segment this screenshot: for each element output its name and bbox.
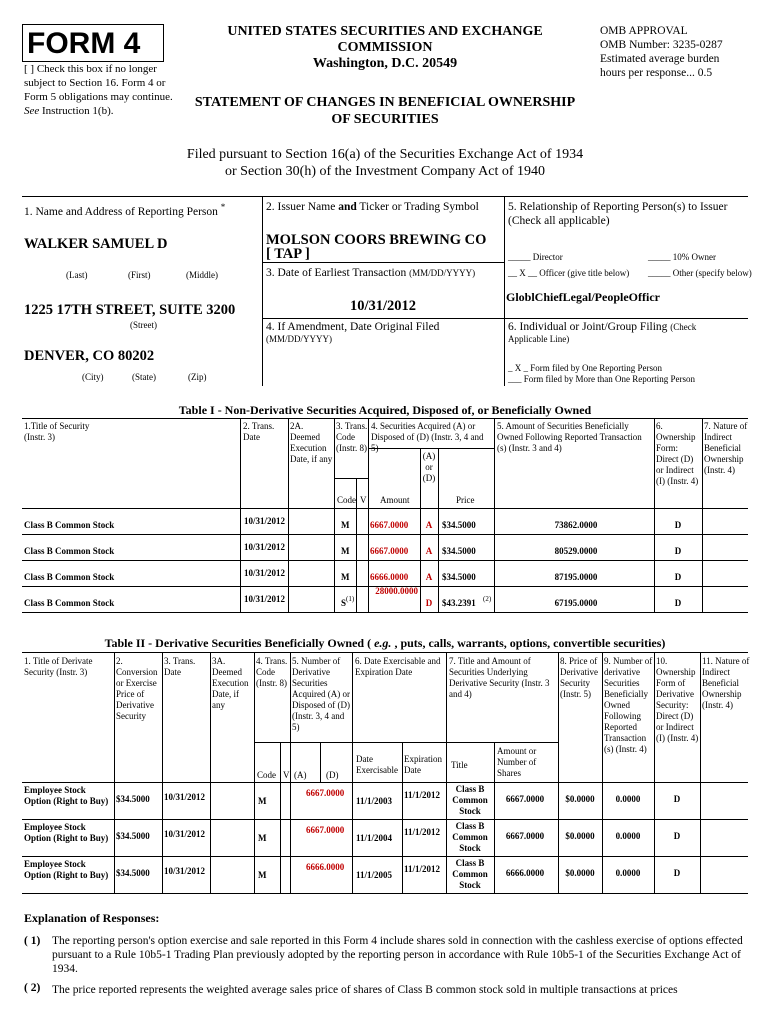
divider (22, 508, 748, 509)
divider (702, 418, 703, 508)
owned-following: 87195.0000 (554, 572, 598, 582)
divider (352, 782, 353, 819)
statement-line-1: STATEMENT OF CHANGES IN BENEFICIAL OWNERSHIP (194, 95, 576, 110)
divider (558, 819, 559, 856)
divider (210, 819, 211, 856)
box4-format: (MM/DD/YYYY) (266, 334, 332, 344)
group-filer-option[interactable]: ___ Form filed by More than One Reporting Person (508, 374, 695, 384)
price: $34.5000 (442, 572, 476, 582)
other-option[interactable]: _____ Other (specify below) (648, 268, 752, 278)
divider (240, 534, 241, 560)
omb-line-1: OMB APPROVAL (600, 25, 688, 37)
single-filer-option[interactable]: _ X _ Form filed by One Reporting Person (508, 363, 662, 373)
transaction-date: 10/31/2012 (164, 829, 206, 839)
divider (702, 508, 703, 534)
disposed-amount: 6666.0000 (306, 862, 345, 872)
transaction-date: 10/31/2012 (244, 516, 286, 526)
filed-pursuant (100, 146, 670, 180)
amount: 6667.0000 (370, 546, 409, 556)
divider (254, 652, 255, 782)
divider (334, 478, 368, 479)
t1-h4: 4. Securities Acquired (A) or Disposed of (D) (Instr. 3, 4 and 5) (371, 421, 484, 453)
divider (280, 856, 281, 893)
t2-date-ex: Date Exercisable (356, 754, 398, 775)
divider (240, 418, 241, 508)
divider (290, 819, 291, 856)
divider (558, 856, 559, 893)
transaction-date: 10/31/2012 (244, 594, 286, 604)
box3-format: (MM/DD/YYYY) (409, 268, 476, 278)
divider (334, 586, 335, 612)
reporting-person-name: WALKER SAMUEL D (24, 236, 168, 252)
divider (352, 856, 353, 893)
divider (558, 652, 559, 782)
t1-h1 (24, 421, 89, 443)
divider (280, 742, 281, 782)
underlying-amount: 6666.0000 (505, 868, 545, 878)
city-value: DENVER, CO 80202 (24, 348, 155, 364)
footnote-1-number: ( 1) (24, 935, 41, 947)
divider (22, 418, 748, 419)
filed-line-2: or Section 30(h) of the Investment Company Act of 1940 (225, 164, 545, 179)
divider (22, 819, 748, 820)
box5-label-text: 5. Relationship of Reporting Person(s) to Issuer (508, 201, 728, 213)
transaction-code: M (341, 520, 350, 530)
earliest-transaction-date: 10/31/2012 (350, 298, 417, 314)
box6-label-text: 6. Individual or Joint/Group Filing (508, 321, 668, 333)
t1-h5: 5. Amount of Securities Beneficially Owned Following Reported Transaction (s) (Instr. 3 and 4) (497, 421, 642, 453)
derivative-title: Employee Stock Option (Right to Buy) (24, 785, 109, 806)
derivative-title: Employee Stock Option (Right to Buy) (24, 859, 109, 880)
underlying-title: Class B Common Stock (452, 784, 488, 816)
table2-title (22, 636, 748, 651)
t2-exp: Expiration Date (404, 754, 442, 775)
t2-h7: 7. Title and Amount of Securities Underlying Derivative Security (Instr. 3 and 4) (449, 656, 550, 699)
underlying-title: Class B Common Stock (452, 821, 488, 853)
conversion-price: $34.5000 (116, 794, 150, 804)
divider (494, 819, 495, 856)
box2-label-post: Ticker or Trading Symbol (356, 201, 479, 213)
derivative-price: $0.0000 (565, 831, 595, 841)
ownership-form: D (673, 794, 681, 804)
t2-v: V (283, 770, 290, 780)
divider (356, 586, 357, 612)
owned-following: 73862.0000 (554, 520, 598, 530)
t2-amt: Amount or Number of Shares (497, 746, 537, 778)
explanation-title: Explanation of Responses: (24, 911, 160, 925)
divider (22, 560, 748, 561)
divider (402, 742, 403, 782)
divider (368, 508, 369, 534)
divider (602, 856, 603, 893)
form-title: FORM 4 (22, 24, 164, 62)
divider (602, 782, 603, 819)
expiration-date: 11/1/2012 (404, 864, 441, 874)
divider (210, 652, 211, 782)
t2-h10: 10. Ownership Form of Derivative Security: Direct (D) or Indirect (I) (Instr. 4) (656, 656, 699, 743)
t1-h2a: 2A. Deemed Execution Date, if any (290, 421, 333, 464)
divider (494, 418, 495, 508)
divider (702, 560, 703, 586)
box3-label (266, 266, 475, 280)
divider (368, 534, 369, 560)
see-instruction-text: Instruction 1(b). (39, 105, 114, 117)
divider (494, 508, 495, 534)
transaction-code: M (341, 572, 350, 582)
divider (162, 652, 163, 782)
t2-h4: 4. Trans. Code (Instr. 8) (256, 656, 288, 688)
divider (22, 856, 748, 857)
divider (494, 586, 495, 612)
statement-line-2: OF SECURITIES (331, 112, 439, 127)
check-note-text: [ ] Check this box if no longer subject to Section 16. Form 4 or Form 5 obligations may continue. (24, 63, 173, 103)
divider (504, 196, 505, 386)
omb-approval (600, 24, 760, 80)
owned-following: 67195.0000 (554, 598, 598, 608)
t1-h1b-text: (Instr. 3) (24, 432, 55, 442)
box1-label (24, 202, 225, 219)
acquired-disposed: A (425, 520, 433, 530)
divider (356, 534, 357, 560)
t1-h6: 6. Ownership Form: Direct (D) or Indirect (I) (Instr. 4) (656, 421, 699, 486)
security-title: Class B Common Stock (24, 546, 115, 556)
divider (288, 560, 289, 586)
t2-title-eg: e.g. (374, 636, 392, 650)
derivative-price: $0.0000 (565, 794, 595, 804)
box6-label-2: Applicable Line) (508, 334, 570, 344)
transaction-code: M (258, 833, 267, 843)
t1-h2: 2. Trans. Date (243, 421, 275, 442)
divider (280, 782, 281, 819)
date-exercisable: 11/1/2003 (356, 796, 393, 806)
underlying-amount: 6667.0000 (505, 831, 545, 841)
divider (558, 782, 559, 819)
ticker: [ TAP ] (266, 246, 310, 262)
see-instruction-italic: See (24, 105, 40, 117)
t1-h3: 3. Trans. Code (Instr. 8) (336, 421, 368, 453)
divider (438, 586, 439, 612)
transaction-date: 10/31/2012 (164, 866, 206, 876)
transaction-date: 10/31/2012 (244, 568, 286, 578)
t2-h3: 3. Trans. Date (164, 656, 196, 677)
divider (288, 586, 289, 612)
divider (446, 782, 447, 819)
transaction-date: 10/31/2012 (244, 542, 286, 552)
divider (334, 508, 335, 534)
t2-h11: 11. Nature of Indirect Beneficial Ownership (Instr. 4) (702, 656, 750, 710)
box5-label (508, 200, 752, 228)
omb-line-3: Estimated average burden (600, 53, 720, 65)
divider (240, 586, 241, 612)
box1-label-text: 1. Name and Address of Reporting Person (24, 205, 218, 218)
divider (240, 560, 241, 586)
divider (602, 652, 603, 782)
divider (320, 742, 321, 782)
transaction-code: M (258, 796, 267, 806)
divider (654, 418, 655, 508)
price: $34.5000 (442, 546, 476, 556)
t1-v: V (360, 495, 367, 505)
divider (494, 856, 495, 893)
t2-title-post: , puts, calls, warrants, options, convertible securities) (391, 636, 666, 650)
divider (494, 742, 495, 782)
divider (254, 782, 255, 819)
box2-label-pre: 2. Issuer Name (266, 201, 339, 213)
code-footnote: (1) (346, 595, 355, 603)
divider (494, 782, 495, 819)
agency-line-3: Washington, D.C. 20549 (312, 56, 458, 71)
agency-line-2: COMMISSION (337, 40, 433, 55)
t1-price: Price (456, 495, 475, 505)
divider (356, 478, 357, 508)
divider (254, 742, 558, 743)
acquired-disposed: A (425, 546, 433, 556)
t2-d: (D) (326, 770, 339, 780)
officer-option[interactable]: __ X __ Officer (give title below) (508, 268, 630, 278)
footnote-2-number: ( 2) (24, 982, 41, 994)
divider (162, 819, 163, 856)
divider (368, 418, 369, 508)
box6-label (508, 320, 696, 334)
t2-title-col: Title (451, 760, 468, 770)
price: $43.2391 (442, 598, 476, 608)
divider (700, 819, 701, 856)
underlying-amount: 6667.0000 (505, 794, 545, 804)
divider (288, 418, 289, 508)
divider (602, 819, 603, 856)
street-value: 1225 17TH STREET, SUITE 3200 (24, 302, 236, 318)
t2-code: Code (257, 770, 276, 780)
t2-h9: 9. Number of derivative Securities Beneficially Owned Following Reported Transaction (s) (Instr. 4) (604, 656, 653, 754)
transaction-code: M (258, 870, 267, 880)
divider (368, 560, 369, 586)
divider (210, 856, 211, 893)
divider (368, 586, 369, 612)
owned-following: 80529.0000 (554, 546, 598, 556)
divider (162, 782, 163, 819)
agency-header (200, 24, 570, 72)
first-label: (First) (128, 270, 151, 280)
t1-aord: (A) or (D) (422, 451, 436, 483)
divider (22, 196, 748, 197)
divider (210, 782, 211, 819)
divider (494, 560, 495, 586)
divider (22, 652, 748, 653)
t1-code: Code (337, 495, 356, 505)
divider (254, 819, 255, 856)
divider (240, 508, 241, 534)
number-owned: 0.0000 (615, 868, 641, 878)
zip-label: (Zip) (188, 372, 207, 382)
box5-sub: (Check all applicable) (508, 215, 610, 227)
table1-title: Table I - Non-Derivative Securities Acquired, Disposed of, or Beneficially Owned (178, 403, 592, 417)
amount: 6666.0000 (370, 572, 409, 582)
divider (114, 782, 115, 819)
disposed-amount: 6667.0000 (306, 825, 345, 835)
number-owned: 0.0000 (615, 831, 641, 841)
box2-label-and: and (338, 201, 357, 213)
t2-h6: 6. Date Exercisable and Expiration Date (355, 656, 441, 677)
divider (700, 782, 701, 819)
divider (402, 782, 403, 819)
date-exercisable: 11/1/2005 (356, 870, 393, 880)
divider (702, 534, 703, 560)
divider (22, 534, 748, 535)
divider (114, 652, 115, 782)
divider (290, 782, 291, 819)
divider (288, 534, 289, 560)
divider (402, 819, 403, 856)
divider (352, 652, 353, 782)
derivative-title: Employee Stock Option (Right to Buy) (24, 822, 109, 843)
divider (438, 448, 439, 508)
divider (162, 856, 163, 893)
check-box-note (24, 62, 174, 118)
divider (334, 418, 335, 508)
security-title: Class B Common Stock (24, 520, 115, 530)
director-option[interactable]: _____ Director (508, 252, 563, 262)
acquired-disposed: A (425, 572, 433, 582)
divider (356, 560, 357, 586)
transaction-code: S (341, 598, 347, 608)
agency-line-1: UNITED STATES SECURITIES AND EXCHANGE (227, 24, 543, 39)
t2-a: (A) (294, 770, 307, 780)
divider (402, 856, 403, 893)
box1-asterisk: * (220, 202, 226, 212)
divider (334, 560, 335, 586)
expiration-date: 11/1/2012 (404, 790, 441, 800)
divider (494, 534, 495, 560)
city-label: (City) (82, 372, 104, 382)
divider (352, 819, 353, 856)
divider (654, 652, 655, 782)
t1-amount: Amount (380, 495, 410, 505)
divider (262, 318, 748, 319)
divider (702, 586, 703, 612)
divider (254, 856, 255, 893)
divider (290, 856, 291, 893)
state-label: (State) (132, 372, 156, 382)
amount: 6667.0000 (370, 520, 409, 530)
t1-h7: 7. Nature of Indirect Beneficial Ownership (Instr. 4) (704, 421, 748, 475)
box6-label-small: (Check (670, 322, 697, 332)
number-owned: 0.0000 (615, 794, 641, 804)
divider (334, 534, 335, 560)
ownership-form: D (674, 520, 682, 530)
statement-title (170, 94, 600, 128)
underlying-title: Class B Common Stock (452, 858, 488, 890)
last-label: (Last) (66, 270, 88, 280)
security-title: Class B Common Stock (24, 572, 115, 582)
divider (438, 560, 439, 586)
divider (446, 819, 447, 856)
conversion-price: $34.5000 (116, 831, 150, 841)
divider (22, 893, 748, 894)
derivative-price: $0.0000 (565, 868, 595, 878)
box3-label-text: 3. Date of Earliest Transaction (266, 267, 407, 279)
divider (438, 508, 439, 534)
omb-line-4: hours per response... 0.5 (600, 67, 713, 79)
t2-h5: 5. Number of Derivative Securities Acquired (A) or Disposed of (D) (Instr. 3, 4 and 5) (292, 656, 350, 732)
divider (280, 819, 281, 856)
amount: 28000.0000 (375, 586, 418, 596)
ownership-form: D (674, 598, 682, 608)
acquired-disposed: D (425, 598, 433, 608)
divider (22, 782, 748, 783)
transaction-code: M (341, 546, 350, 556)
street-label: (Street) (130, 320, 157, 330)
divider (262, 196, 263, 386)
box4-label: 4. If Amendment, Date Original Filed (266, 321, 440, 333)
divider (288, 508, 289, 534)
disposed-amount: 6667.0000 (306, 788, 345, 798)
omb-line-2: OMB Number: 3235-0287 (600, 39, 723, 51)
box2-label (266, 200, 479, 214)
footnote-1-text: The reporting person's option exercise and sale reported in this Form 4 include shares sold in connection with the cashless exercise of options effected pursuant to a Rule 10b5-1 Trading Plan previously adopted by the reporting person in accordance with Rule 10b5-1 of the Securities Exchange Act of 1934. (52, 935, 743, 975)
ownership-form: D (673, 868, 681, 878)
security-title: Class B Common Stock (24, 598, 115, 608)
issuer-name: MOLSON COORS BREWING CO (266, 232, 487, 248)
t2-h1: 1. Title of Derivate Security (Instr. 3) (24, 656, 93, 677)
price: $34.5000 (442, 520, 476, 530)
divider (22, 612, 748, 613)
filed-line-1: Filed pursuant to Section 16(a) of the Securities Exchange Act of 1934 (186, 147, 584, 162)
divider (356, 508, 357, 534)
ten-pct-owner-option[interactable]: _____ 10% Owner (648, 252, 716, 262)
ownership-form: D (674, 546, 682, 556)
price-footnote: (2) (483, 595, 492, 603)
middle-label: (Middle) (186, 270, 218, 280)
conversion-price: $34.5000 (116, 868, 150, 878)
divider (114, 819, 115, 856)
officer-title: GloblChiefLegal/PeopleOfficr (506, 290, 660, 304)
expiration-date: 11/1/2012 (404, 827, 441, 837)
ownership-form: D (673, 831, 681, 841)
transaction-date: 10/31/2012 (164, 792, 206, 802)
ownership-form: D (674, 572, 682, 582)
t2-h3a: 3A. Deemed Execution Date, if any (212, 656, 249, 710)
divider (700, 856, 701, 893)
divider (438, 534, 439, 560)
date-exercisable: 11/1/2004 (356, 833, 393, 843)
t2-title-pre: Table II - Derivative Securities Beneficially Owned ( (104, 636, 375, 650)
divider (114, 856, 115, 893)
footnote-2-text: The price reported represents the weighted average sales price of shares of Class B common stock sold in multiple transactions at prices (52, 984, 678, 996)
t2-h8: 8. Price of Derivative Security (Instr. 5) (560, 656, 598, 699)
divider (446, 856, 447, 893)
divider (290, 652, 291, 782)
t2-h2: 2. Conversion or Exercise Price of Derivative Security (116, 656, 158, 721)
t1-h1-text: 1.Title of Security (24, 421, 90, 431)
